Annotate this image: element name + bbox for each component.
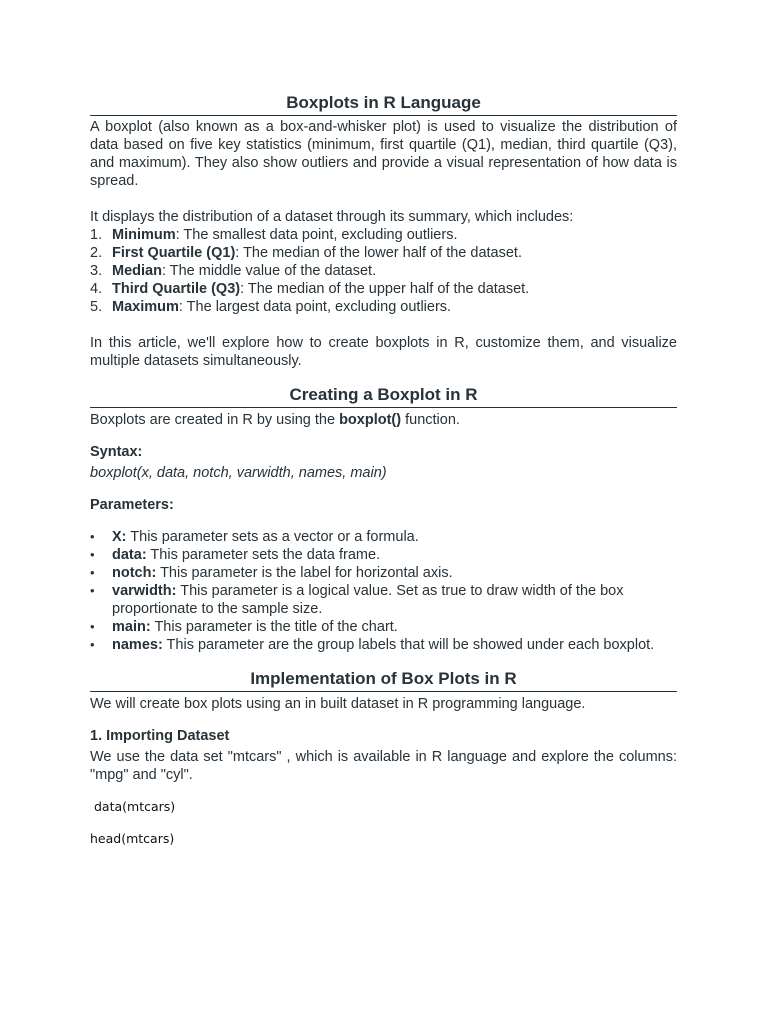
closing-paragraph: In this article, we'll explore how to create boxplots in R, customize them, and visualize multiple datasets simultaneously. [90,335,677,369]
list-item: 1. Minimum: The smallest data point, excluding outliers. [90,227,458,243]
parameters-list [90,528,677,654]
code-line-data: data(mtcars) [94,799,176,814]
list-item: • data: This parameter sets the data frame. [90,547,381,563]
list-item: 5. Maximum: The largest data point, excluding outliers. [90,299,452,315]
five-number-list [90,226,677,316]
article-content [90,92,677,848]
implementation-intro: We will create box plots using an in built dataset in R programming language. [90,696,586,712]
step-importing-dataset-heading: 1. Importing Dataset [90,728,230,744]
parameters-label: Parameters: [90,497,174,513]
importing-dataset-text: We use the data set "mtcars" , which is available in R language and explore the columns: "mpg" and "cyl". [90,749,677,783]
list-item: • main: This parameter is the title of the chart. [90,619,398,635]
list-item: 4. Third Quartile (Q3): The median of the upper half of the dataset. [90,281,530,297]
syntax-label: Syntax: [90,444,143,460]
list-item: • varwidth: This parameter is a logical value. Set as true to draw width of the box proportionate to the sample size. [90,583,624,617]
list-item: 2. First Quartile (Q1): The median of the lower half of the dataset. [90,245,522,261]
section-title-implementation: Implementation of Box Plots in R [90,668,677,692]
list-item: 3. Median: The middle value of the dataset. [90,263,377,279]
code-line-head: head(mtcars) [90,831,175,846]
syntax-code: boxplot(x, data, notch, varwidth, names, main) [90,465,387,481]
section-title-creating: Creating a Boxplot in R [90,384,677,408]
summary-lead: It displays the distribution of a dataset through its summary, which includes: [90,209,574,225]
list-item: • X: This parameter sets as a vector or a formula. [90,529,419,545]
creating-intro: Boxplots are created in R by using the boxplot() function. [90,412,460,428]
list-item: • notch: This parameter is the label for horizontal axis. [90,565,453,581]
intro-paragraph: A boxplot (also known as a box-and-whisker plot) is used to visualize the distribution of data based on five key statistics (minimum, first quartile (Q1), median, third quartile (Q3), and maximum). They also show outliers and provide a visual representation of how data is spread. [90,119,677,189]
list-item: • names: This parameter are the group labels that will be showed under each boxplot. [90,637,655,653]
section-title-boxplots: Boxplots in R Language [90,92,677,116]
